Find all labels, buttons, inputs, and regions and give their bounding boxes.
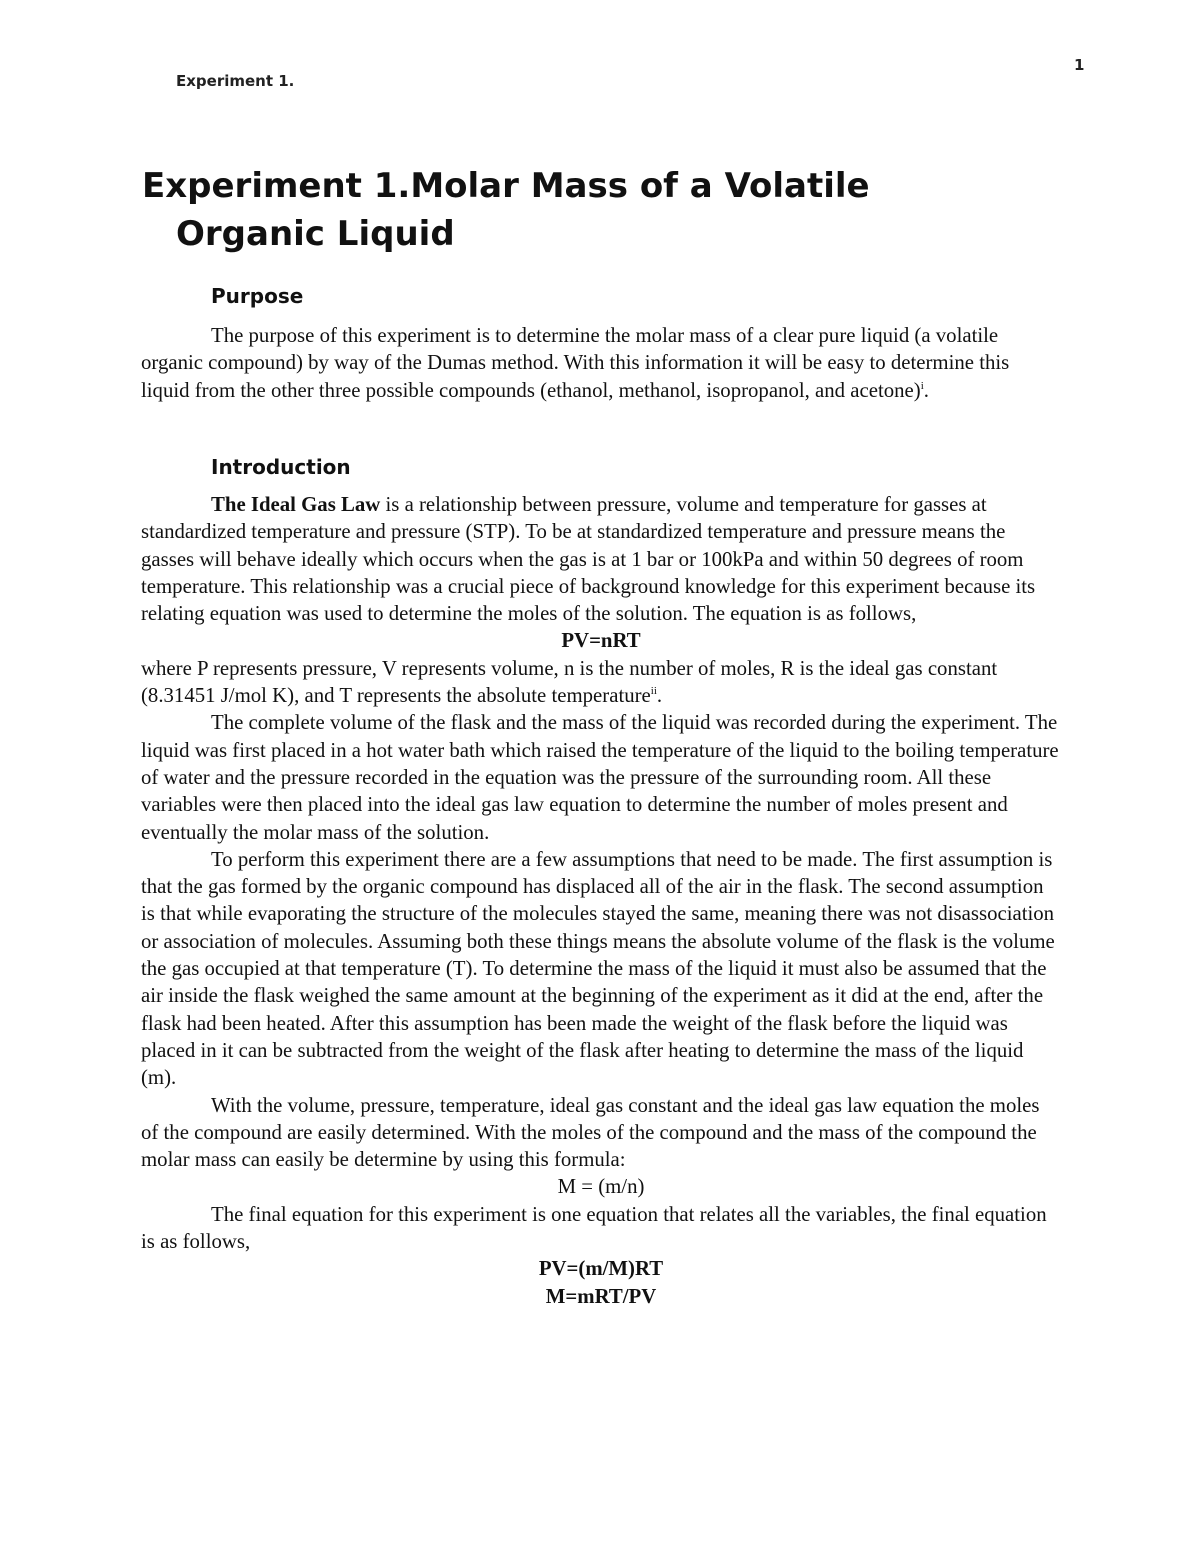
intro-paragraph-3: The complete volume of the flask and the mass of the liquid was recorded during the experiment. The liquid was first placed in a hot water bath which raised the temperature of the liquid to the boiling temperature of water and the pressure recorded in the equation was the pressure of the surrounding room. All these variables were then placed into the ideal gas law equation to determine the number of moles present and eventually the molar mass of the solution. [141,711,1059,844]
purpose-heading: Purpose [211,284,304,308]
document-title [142,162,1042,258]
introduction-heading: Introduction [211,455,351,479]
introduction-section [141,491,1061,1310]
equation-molar-mass: M = (m/n) [557,1175,645,1199]
purpose-paragraph: The purpose of this experiment is to determine the molar mass of a clear pure liquid (a volatile organic compound) by way of the Dumas method. With this information it will be easy to determine this liquid from the other three possible compounds (ethanol, methanol, isopropanol, and acetone)$^i$. [141,324,1010,402]
running-header: Experiment 1. [176,72,295,90]
title-line-1: Experiment 1.Molar Mass of a Volatile [142,166,870,206]
intro-paragraph-5: With the volume, pressure, temperature, ideal gas constant and the ideal gas law equation the moles of the compound are easily determined. With the moles of the compound and the mass of the compound the molar mass can easily be determine by using this formula: [141,1093,1040,1172]
endnote-ref-i: i [920,379,924,392]
equation-pv-nrt: PV=nRT [561,629,641,653]
ideal-gas-law-lead: The Ideal Gas Law [211,493,381,516]
endnote-ref-ii: ii [650,685,657,698]
intro-paragraph-2: where P represents pressure, V represents volume, n is the number of moles, R is the ideal gas constant (8.31451 J/mol K), and T represents the absolute temperature$^{ii}$. [141,656,998,708]
intro-paragraph-6: The final equation for this experiment is one equation that relates all the variables, the final equation is as follows, [141,1202,1047,1254]
equation-final-1: PV=(m/M)RT [538,1257,664,1281]
purpose-text: The purpose of this experiment is to determine the molar mass of a clear pure liquid (a volatile organic compound) by way of the Dumas method. With this information it will be easy to determine this liquid from the other three possible compounds (ethanol, methanol, isopropanol, and acetone) [141,324,1010,402]
equation-final-2: M=mRT/PV [545,1284,657,1308]
purpose-section [141,322,1061,404]
intro-paragraph-4: To perform this experiment there are a few assumptions that need to be made. The first assumption is that the gas formed by the organic compound has displaced all of the air in the flask. The second assumption is that while evaporating the structure of the molecules stayed the same, meaning there was not disassociation or association of molecules. Assuming both these things means the absolute volume of the flask is the volume the gas occupied at that temperature (T). To determine the mass of the liquid it must also be assumed that the air inside the flask weighed the same amount at the beginning of the experiment as it did at the end, after the flask had been heated. After this assumption has been made the weight of the flask before the liquid was placed in it can be subtracted from the weight of the flask after heating to determine the mass of the liquid (m). [141,847,1055,1090]
page-number: 1 [1074,56,1085,74]
intro-paragraph-1: The Ideal Gas Law is a relationship between pressure, volume and temperature for gasses at standardized temperature and pressure (STP). To be at standardized temperature and pressure means the gasses will behave ideally which occurs when the gas is at 1 bar or 100kPa and within 50 degrees of room temperature. This relationship was a crucial piece of background knowledge for this experiment because its relating equation was used to determine the moles of the solution. The equation is as follows, [141,493,1036,626]
title-line-2: Organic Liquid [176,214,455,254]
